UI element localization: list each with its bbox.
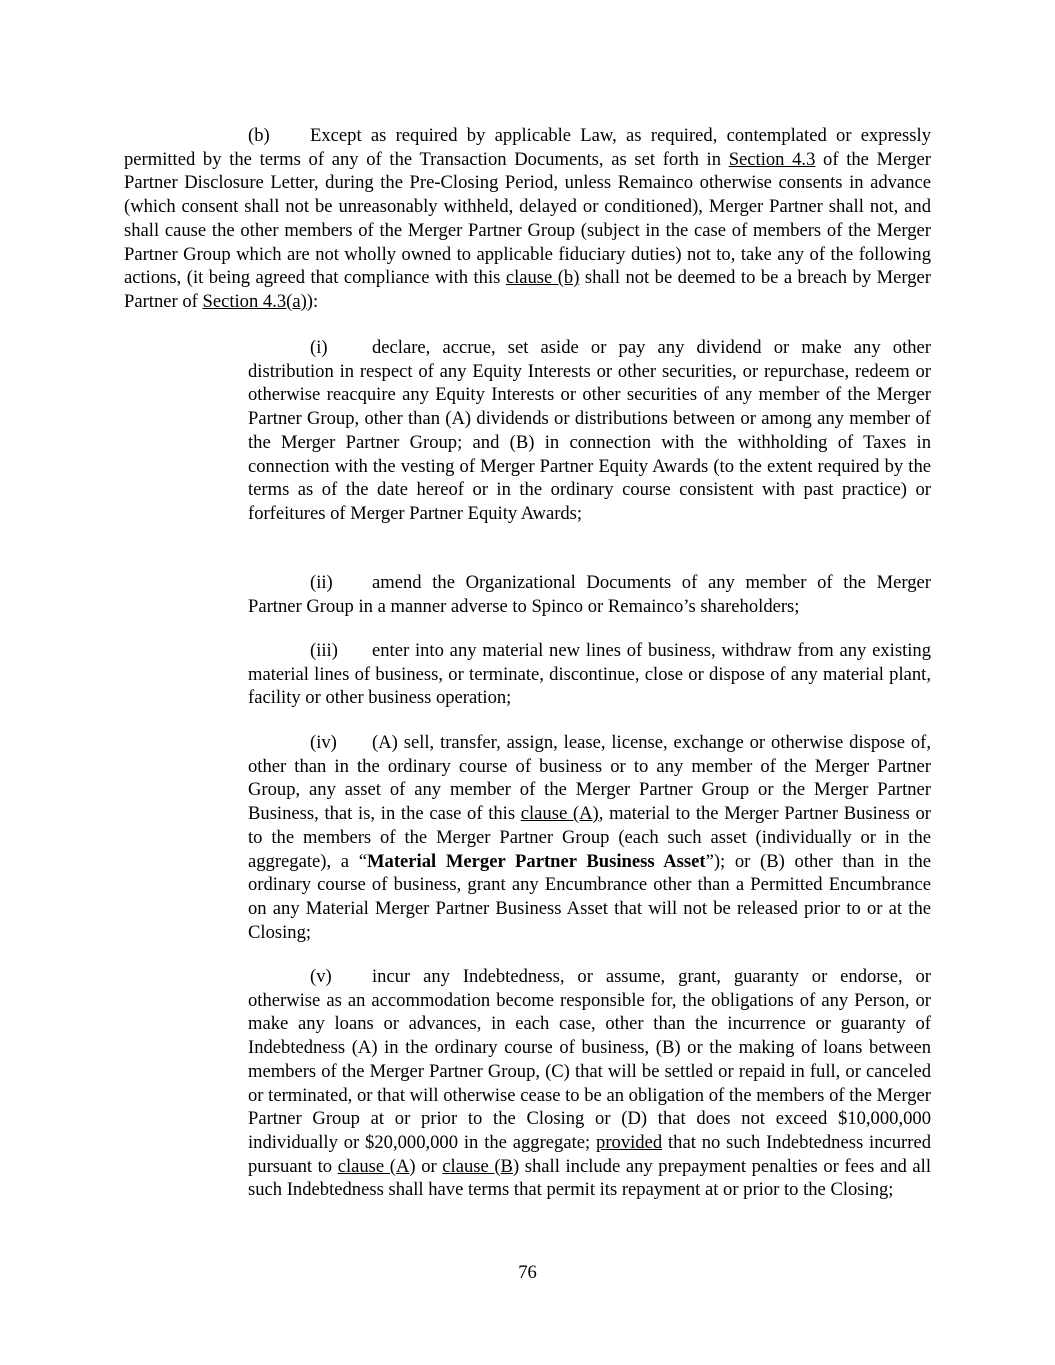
item-v (248, 965, 931, 1202)
item-iv-text-1: (A) sell, transfer, assign, lease, license, exchange or otherwise dispose of, other than in the ordinary course of business or to any member of the Merger Partner Group, any asset of any member of the Merger Partner Group or the Merger Partner Business, that is, in the case of this (248, 732, 931, 825)
provided-term: provided (596, 1131, 663, 1153)
item-ii-text: amend the Organizational Documents of any member of the Merger Partner Group in a manner adverse to Spinco or Remainco’s shareholders; (248, 572, 931, 617)
item-ii-label: (ii) (310, 572, 333, 593)
paragraph-b-text-2: of the Merger Partner Disclosure Letter, during the Pre-Closing Period, unless Remainco otherwise consents in advance (which consent shall not be unreasonably withheld, delayed or conditioned), Merger Partner shall not, and shall cause the other members of the Merger Partner Group (subject in the case of members of the Merger Partner Group which are not wholly owned to applicable fiduciary duties) not to, take any of the following actions, (it being agreed that compliance with this (124, 148, 931, 289)
item-iii-label: (iii) (310, 640, 338, 661)
item-ii (248, 571, 931, 618)
item-iii (248, 639, 931, 710)
item-iv-text-2: , material to the Merger Partner Business or to the members of the Merger Partner Group (each such asset (individually or in the aggregate), a “ (248, 803, 931, 872)
item-iv-text-3: ”); or (B) other than in the ordinary course of business, grant any Encumbrance other than a Permitted Encumbrance on any Material Merger Partner Business Asset that will not be released prior to or at the Closing; (248, 850, 931, 943)
item-v-text-4: shall include any prepayment penalties or fees and all such Indebtedness shall have terms that permit its repayment at or prior to the Closing; (248, 1155, 931, 1201)
paragraph-b (124, 124, 931, 314)
page-number: 76 (518, 1262, 537, 1283)
item-i-label: (i) (310, 337, 328, 358)
item-i (248, 336, 931, 526)
item-iv-label: (iv) (310, 732, 337, 753)
item-iii-text: enter into any material new lines of business, withdraw from any existing material lines of business, or terminate, discontinue, close or dispose of any material plant, facility or other business operation; (248, 640, 931, 709)
section-4-3-reference: Section 4.3 (728, 148, 816, 170)
paragraph-b-label: (b) (248, 125, 270, 146)
paragraph-b-text-1: Except as required by applicable Law, as required, contemplated or expressly permitted by the terms of any of the Transaction Documents, as set forth in (124, 125, 931, 170)
clause-b-reference: clause (B) (442, 1155, 520, 1177)
item-v-text-3: or (415, 1155, 443, 1177)
clause-a-reference: clause (A) (520, 803, 599, 825)
section-4-3-a-reference: Section 4.3(a) (202, 290, 307, 312)
defined-term-material-asset: Material Merger Partner Business Asset (366, 850, 706, 872)
clause-a-reference: clause (A) (337, 1155, 416, 1177)
paragraph-b-text-4: ): (306, 290, 319, 312)
item-v-text-2: that no such Indebtedness incurred pursuant to (248, 1131, 931, 1177)
clause-b-reference: clause (b) (505, 267, 580, 289)
item-v-label: (v) (310, 966, 332, 987)
item-i-text: declare, accrue, set aside or pay any dividend or make any other distribution in respect of any Equity Interests or other securities, or repurchase, redeem or otherwise reacquire any Equity Interests or other securities of any member of the Merger Partner Group, other than (A) dividends or distributions between or among any member of the Merger Partner Group; and (B) in connection with the withholding of Taxes in connection with the vesting of Merger Partner Equity Awards (to the extent required by the terms as of the date hereof or in the ordinary course consistent with past practice) or forfeitures of Merger Partner Equity Awards; (248, 337, 931, 524)
item-v-text-1: incur any Indebtedness, or assume, grant, guaranty or endorse, or otherwise as an accommodation become responsible for, the obligations of any Person, or make any loans or advances, in each case, other than the incurrence or guaranty of Indebtedness (A) in the ordinary course of business, (B) or the making of loans between members of the Merger Partner Group, (C) that will be settled or repaid in full, or canceled or terminated, or that will otherwise cease to be an obligation of the members of the Merger Partner Group at or prior to the Closing or (D) that does not exceed $10,000,000 individually or $20,000,000 in the aggregate; (248, 966, 931, 1153)
item-iv (248, 731, 931, 944)
paragraph-b-text-3: shall not be deemed to be a breach by Merger Partner of (124, 267, 931, 312)
